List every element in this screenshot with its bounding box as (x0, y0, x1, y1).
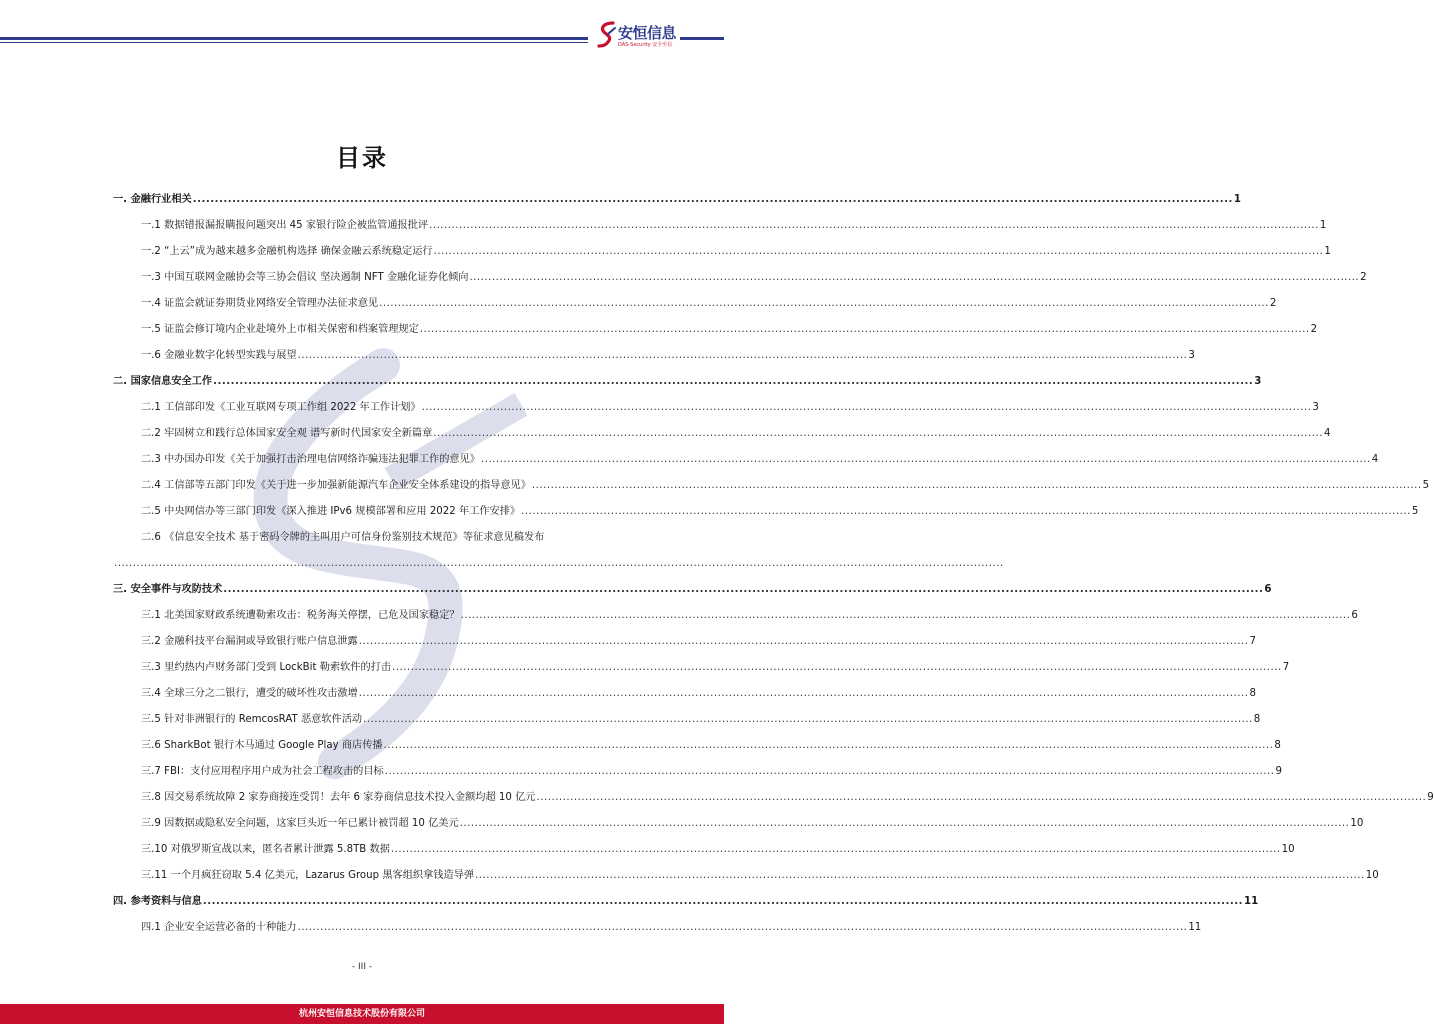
toc-entry[interactable] (113, 474, 1430, 492)
toc-entry-label: 二.6 《信息安全技术 基于密码令牌的主叫用户可信身份鉴别技术规范》等征求意见稿发布 (141, 532, 545, 543)
toc-page-number: 8 (1253, 714, 1261, 725)
toc-leader-dots (223, 583, 1263, 596)
toc-entry-label: 三.4 全球三分之二银行，遭受的破坏性攻击激增 (141, 688, 358, 699)
toc-entry-label: 三.11 一个月疯狂窃取 5.4 亿美元，Lazarus Group 黑客组织拿钱造导弹 (141, 870, 475, 881)
toc-leader-dots (193, 193, 1233, 206)
logo-mark-icon (596, 20, 618, 50)
toc-entry-label: 二.4 工信部等五部门印发《关于进一步加强新能源汽车企业安全体系建设的指导意见》 (141, 480, 531, 491)
toc-page-number: 7 (1249, 636, 1256, 647)
toc-leader-dots (384, 739, 1274, 752)
toc-entry[interactable] (113, 214, 1327, 232)
toc-page-number: 9 (1427, 792, 1434, 803)
toc-page-number: 1 (1319, 220, 1327, 231)
toc-section-entry[interactable] (113, 370, 1262, 388)
toc-page-number: 11 (1244, 896, 1259, 907)
toc-page-number: 2 (1310, 324, 1318, 335)
page-number: - III - (351, 962, 373, 972)
toc-entry[interactable] (113, 656, 1290, 674)
toc-entry[interactable] (113, 240, 1331, 258)
toc-leader-dots (481, 453, 1371, 466)
toc-leader-dots (298, 349, 1188, 362)
toc-entry-label: 二.2 牢固树立和践行总体国家安全观 谱写新时代国家安全新篇章 (141, 428, 433, 439)
toc-entry[interactable] (113, 292, 1277, 310)
toc-leader-dots (203, 895, 1243, 908)
toc-entry-label: 二.3 中办国办印发《关于加强打击治理电信网络诈骗违法犯罪工作的意见》 (141, 454, 480, 465)
toc-leader-dots (422, 401, 1312, 414)
toc-entry-label: 三.8 因交易系统故障 2 家券商接连受罚！去年 6 家券商信息技术投入金额均超 10 亿元 (141, 792, 536, 803)
toc-leader-dots (392, 661, 1282, 674)
toc-leader-dots (460, 817, 1350, 830)
toc-entry[interactable] (113, 916, 1202, 934)
toc-entry[interactable] (113, 708, 1261, 726)
toc-entry[interactable] (113, 526, 629, 544)
toc-leader-dots (385, 765, 1275, 778)
toc-entry-label: 三.10 对俄罗斯宣战以来，匿名者累计泄露 5.8TB 数据 (141, 844, 390, 855)
toc-entry-label: 三.7 FBI：支付应用程序用户成为社会工程攻击的目标 (141, 766, 384, 777)
header-rule-right (680, 37, 724, 40)
toc-entry-label: 二. 国家信息安全工作 (113, 376, 213, 387)
toc-page-number: 10 (1350, 818, 1364, 829)
toc-entry[interactable] (113, 266, 1367, 284)
toc-page-number: 3 (1312, 402, 1319, 413)
toc-leader-dots (469, 271, 1359, 284)
toc-page-number: 3 (1188, 350, 1195, 361)
toc-entry[interactable] (113, 344, 1195, 362)
toc-page-number: 11 (1188, 922, 1202, 933)
toc-entry[interactable] (113, 318, 1318, 336)
toc-entry[interactable] (113, 838, 1295, 856)
toc-leader-dots (298, 921, 1188, 934)
toc-entry[interactable] (113, 864, 1379, 882)
toc-page-number: 4 (1323, 428, 1331, 439)
toc-entry[interactable] (113, 448, 1379, 466)
toc-entry[interactable] (113, 422, 1331, 440)
toc-leader-dots (391, 843, 1281, 856)
toc-page-number: 2 (1269, 298, 1277, 309)
toc-entry[interactable] (113, 396, 1319, 414)
toc-entry[interactable] (113, 630, 1256, 648)
toc-entry-label: 三.2 金融科技平台漏洞或导致银行账户信息泄露 (141, 636, 358, 647)
toc-leader-dots (379, 297, 1269, 310)
toc-page-number: 5 (1411, 506, 1419, 517)
toc-entry[interactable] (113, 786, 1434, 804)
toc-entry-label: 三. 安全事件与攻防技术 (113, 584, 223, 595)
toc-leader-dots (213, 375, 1253, 388)
toc-section-entry[interactable] (113, 578, 1272, 596)
toc-page-number: 6 (1264, 584, 1272, 595)
toc-entry-label: 一.4 证监会就证券期货业网络安全管理办法征求意见 (141, 298, 379, 309)
toc-leader-dots (434, 245, 1324, 258)
toc-page-number: 4 (1371, 454, 1379, 465)
toc-entry-label: 一.6 金融业数字化转型实践与展望 (141, 350, 297, 361)
header-rule-thin (0, 42, 588, 43)
toc-leader-dots (475, 869, 1365, 882)
toc-entry-label: 三.1 北美国家财政系统遭勒索攻击：税务海关停摆，已危及国家稳定？ (141, 610, 460, 621)
toc-leader-dots (461, 609, 1351, 622)
page-title: 目录 (336, 144, 388, 172)
toc-entry[interactable] (113, 734, 1281, 752)
toc-leader-dots (114, 557, 1004, 570)
toc-entry[interactable] (113, 604, 1358, 622)
toc-leader-dots (532, 479, 1422, 492)
toc-entry[interactable] (113, 500, 1419, 518)
toc-entry-label: 三.5 针对非洲银行的 RemcosRAT 恶意软件活动 (141, 714, 363, 725)
toc-page-number: 1 (1233, 194, 1241, 205)
toc-entry[interactable] (113, 812, 1364, 830)
header-rule (0, 37, 588, 40)
toc-page-number: 1 (1324, 246, 1331, 257)
toc-page-number: 8 (1249, 688, 1256, 699)
toc-entry-label: 一.3 中国互联网金融协会等三协会倡议 坚决遏制 NFT 金融化证券化倾向 (141, 272, 469, 283)
toc-entry-label: 一.1 数据错报漏报瞒报问题突出 45 家银行险企被监管通报批评 (141, 220, 429, 231)
toc-leader-dots (420, 323, 1310, 336)
toc-entry-label: 一.2 “上云”成为越来越多金融机构选择 确保金融云系统稳定运行 (141, 246, 433, 257)
toc-leader-dots (429, 219, 1319, 232)
toc-entry-label: 三.3 里约热内卢财务部门受到 LockBit 勒索软件的打击 (141, 662, 392, 673)
toc-entry-label: 三.9 因数据或隐私安全问题，这家巨头近一年已累计被罚超 10 亿美元 (141, 818, 459, 829)
toc-leader-dots (537, 791, 1427, 804)
company-logo (596, 20, 686, 52)
toc-entry-label: 二.5 中央网信办等三部门印发《深入推进 IPv6 规模部署和应用 2022 年工作安排》 (141, 506, 521, 517)
toc-page-number: 9 (1275, 766, 1282, 777)
toc-section-entry[interactable] (113, 890, 1259, 908)
toc-page-number: 2 (1360, 272, 1367, 283)
toc-page-number: 10 (1365, 870, 1379, 881)
toc-entry-label: 一.5 证监会修订境内企业赴境外上市相关保密和档案管理规定 (141, 324, 419, 335)
toc-page-number: 3 (1254, 376, 1262, 387)
toc-page-number: 5 (1422, 480, 1430, 491)
logo-text: 安恒信息 (618, 24, 677, 42)
toc-section-entry[interactable] (113, 188, 1241, 206)
toc-entry-label: 三.6 SharkBot 银行木马通过 Google Play 商店传播 (141, 740, 383, 751)
toc-page-number: 6 (1351, 610, 1358, 621)
toc-leader-dots (359, 687, 1249, 700)
toc-page-number: 8 (1274, 740, 1281, 751)
toc-entry[interactable] (113, 682, 1256, 700)
toc-entry-continuation (113, 552, 629, 570)
toc-leader-dots (521, 505, 1411, 518)
toc-entry-label: 二.1 工信部印发《工业互联网专项工作组 2022 年工作计划》 (141, 402, 421, 413)
footer-bar: 杭州安恒信息技术股份有限公司 (0, 1004, 724, 1024)
toc-leader-dots (359, 635, 1249, 648)
toc-entry-label: 四.1 企业安全运营必备的十种能力 (141, 922, 297, 933)
toc-entry-label: 一. 金融行业相关 (113, 194, 192, 205)
toc-page-number: 7 (1282, 662, 1290, 673)
logo-subtitle: DAS-Security 安全至信 (618, 42, 673, 48)
toc-leader-dots (363, 713, 1253, 726)
toc-leader-dots (433, 427, 1323, 440)
toc-entry-label: 四. 参考资料与信息 (113, 896, 202, 907)
toc-page-number: 10 (1281, 844, 1295, 855)
toc-entry[interactable] (113, 760, 1282, 778)
